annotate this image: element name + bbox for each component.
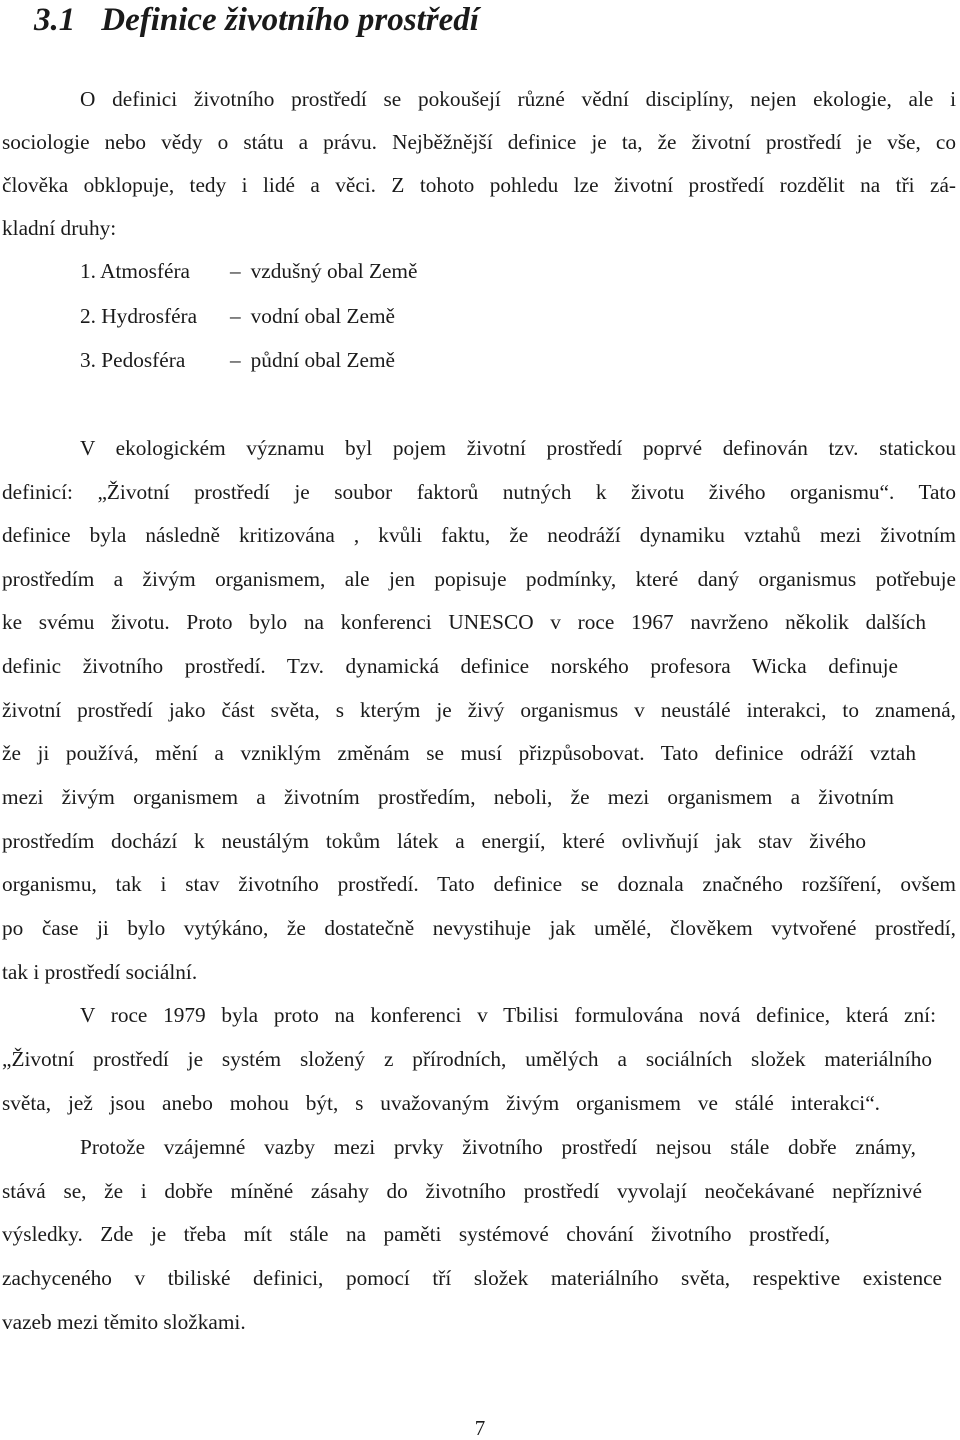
paragraph-line: kladní druhy: xyxy=(2,216,117,240)
section-heading xyxy=(34,0,479,40)
paragraph-line: V ekologickém významu byl pojem životní prostředí poprvé definován tzv. statickou xyxy=(80,436,956,460)
list-item-description: půdní obal Země xyxy=(250,348,395,372)
paragraph-line: životní prostředí jako část světa, s kterým je živý organismus v neustálé interakci, to znamená, xyxy=(2,698,956,722)
paragraph-line: vazeb mezi těmito složkami. xyxy=(2,1310,246,1334)
paragraph-line: „Životní prostředí je systém složený z přírodních, umělých a sociálních složek materiálního xyxy=(2,1047,932,1071)
dash: – xyxy=(230,259,241,283)
section-number: 3.1 xyxy=(34,2,76,38)
dash: – xyxy=(230,348,241,372)
paragraph-line: prostředím a živým organismem, ale jen popisuje podmínky, které daný organismus potřebuje xyxy=(2,567,956,591)
paragraph-line: po čase ji bylo vytýkáno, že dostatečně nevystihuje jak umělé, člověkem vytvořené prostředí, xyxy=(2,916,956,940)
list-item xyxy=(80,346,395,374)
paragraph-line: definice byla následně kritizována , kvůli faktu, že neodráží dynamiku vztahů mezi životním xyxy=(2,523,956,547)
paragraph-line: O definici životního prostředí se pokoušejí různé vědní disciplíny, nejen ekologie, ale i xyxy=(80,87,956,111)
list-item xyxy=(80,302,395,330)
paragraph-line: že ji používá, mění a vzniklým změnám se musí přizpůsobovat. Tato definice odráží vztah xyxy=(2,741,916,765)
list-item-term: 2. Hydrosféra xyxy=(80,304,198,328)
paragraph-line: definicí: „Životní prostředí je soubor faktorů nutných k životu živého organismu“. Tato xyxy=(2,480,956,504)
paragraph-line: zachyceného v tbiliské definici, pomocí tří složek materiálního světa, respektive existence xyxy=(2,1266,942,1290)
paragraph-line: ke svému životu. Proto bylo na konferenci UNESCO v roce 1967 navrženo několik dalších xyxy=(2,610,926,634)
paragraph-line: V roce 1979 byla proto na konferenci v Tbilisi formulována nová definice, která zní: xyxy=(80,1003,936,1027)
dash: – xyxy=(230,304,241,328)
paragraph-line: výsledky. Zde je třeba mít stále na paměti systémové chování životního prostředí, xyxy=(2,1222,830,1246)
paragraph-line: Protože vzájemné vazby mezi prvky životního prostředí nejsou stále dobře známy, xyxy=(80,1135,916,1159)
list-item-description: vzdušný obal Země xyxy=(250,259,418,283)
paragraph-line: organismu, tak i stav životního prostředí. Tato definice se doznala značného rozšíření, ovšem xyxy=(2,872,956,896)
paragraph-line: sociologie nebo vědy o státu a právu. Nejběžnější definice je ta, že životní prostředí je vše, co xyxy=(2,130,956,154)
paragraph-line: tak i prostředí sociální. xyxy=(2,960,198,984)
paragraph-line: definic životního prostředí. Tzv. dynamická definice norského profesora Wicka definuje xyxy=(2,654,898,678)
list-item xyxy=(80,257,417,285)
paragraph-line: člověka obklopuje, tedy i lidé a věci. Z tohoto pohledu lze životní prostředí rozdělit na tři zá- xyxy=(2,173,956,197)
list-item-description: vodní obal Země xyxy=(250,304,395,328)
section-title: Definice životního prostředí xyxy=(101,2,479,38)
paragraph-line: světa, jež jsou anebo mohou být, s uvažovaným živým organismem ve stálé interakci“. xyxy=(2,1091,880,1115)
page-number: 7 xyxy=(474,1416,486,1440)
paragraph-line: prostředím dochází k neustálým tokům látek a energií, které ovlivňují jak stav živého xyxy=(2,829,866,853)
list-item-term: 1. Atmosféra xyxy=(80,259,191,283)
paragraph-line: stává se, že i dobře míněné zásahy do životního prostředí vyvolají neočekávané nepříznivé xyxy=(2,1179,922,1203)
list-item-term: 3. Pedosféra xyxy=(80,348,186,372)
paragraph-line: mezi živým organismem a životním prostředím, neboli, že mezi organismem a životním xyxy=(2,785,894,809)
